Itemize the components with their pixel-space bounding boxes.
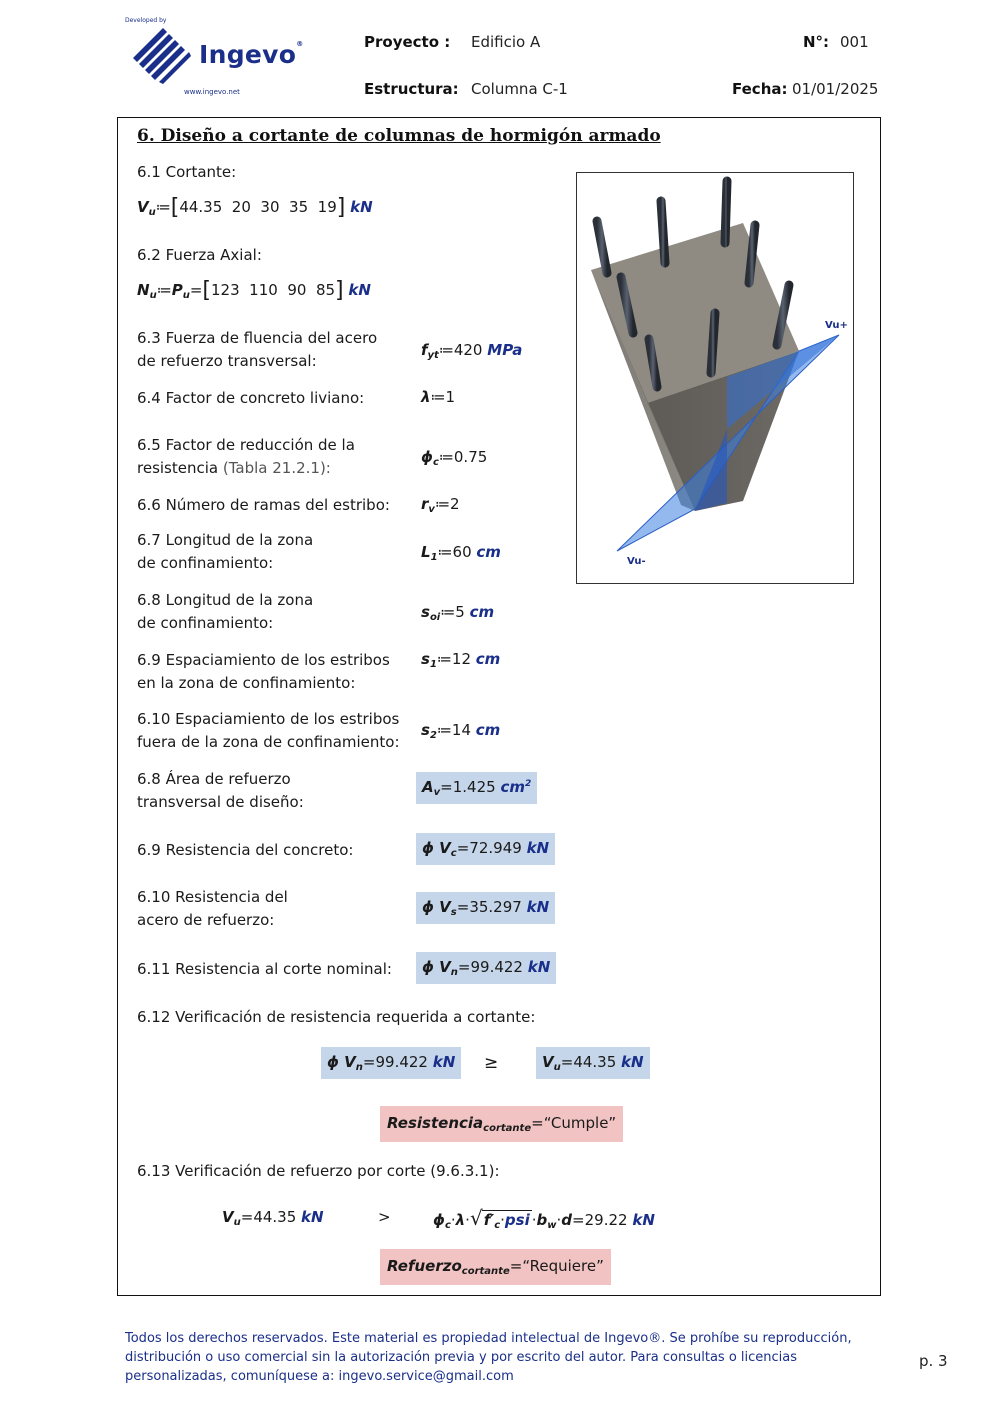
proyecto-value: Edificio A (471, 33, 541, 51)
logo-name: Ingevo® (199, 40, 304, 69)
result-phi-vn: ϕ $V_n=99.422$ kN (416, 952, 556, 984)
label-6-5: 6.5 Factor de reducción de la resistencia (Tabla 21.2.1): (137, 436, 355, 477)
page-number: p. 3 (919, 1352, 948, 1370)
section-title: 6. Diseño a cortante de columnas de hormigón armado (137, 126, 661, 146)
numero-label: N°: (803, 33, 830, 51)
label-6-10-acero: 6.10 Resistencia del acero de refuerzo: (137, 888, 288, 929)
eq-nu-vector: $N_u≔P_u=[123$ 110 90 85] kN (137, 278, 371, 303)
fecha-label: Fecha: (732, 80, 788, 98)
eq-l1: $L_1≔60$ cm (421, 543, 501, 563)
developed-by-text: Developed by (125, 17, 167, 24)
eq-s1: $s_1≔12$ cm (421, 650, 501, 670)
eq-lambda: λ≔1 (421, 388, 456, 406)
copyright-footer: Todos los derechos reservados. Este material es propiedad intelectual de Ingevo®. Se prohíbe su reproducción, distribución o uso comercial sin la autorización previa y por escrito del autor. Para consultas o licencias personalizadas, comuníquese a: ingevo.service@gmail.com (125, 1331, 852, 1384)
label-6-11: 6.11 Resistencia al corte nominal: (137, 960, 392, 978)
label-6-12: 6.12 Verificación de resistencia requerida a cortante: (137, 1008, 536, 1026)
label-6-8-area: 6.8 Área de refuerzo transversal de diseño: (137, 770, 304, 811)
label-6-2: 6.2 Fuerza Axial: (137, 246, 262, 264)
column-illustration (577, 173, 853, 583)
column-figure (576, 172, 854, 584)
label-6-3: 6.3 Fuerza de fluencia del acero de refuerzo transversal: (137, 329, 378, 370)
fecha-value: 01/01/2025 (792, 80, 879, 98)
check-phi-vn: ϕ $V_n=99.422$ kN (321, 1047, 461, 1079)
result-refuerzo-cortante: Refuerzo$_{cortante}$=“Requiere” (380, 1249, 611, 1285)
numero-value: 001 (840, 33, 869, 51)
proyecto-label: Proyecto : (364, 33, 451, 51)
label-6-4: 6.4 Factor de concreto liviano: (137, 389, 365, 407)
label-6-1: 6.1 Cortante: (137, 163, 237, 181)
eq-soi: $s_{oi}≔5$ cm (421, 603, 495, 623)
label-6-9: 6.9 Espaciamiento de los estribos en la zona de confinamiento: (137, 651, 390, 692)
eq-phi-c: $\phi_c≔0.75$ (421, 448, 488, 468)
check2-min-shear: $\phi_c\cdot\lambda\cdot√f'_c\cdot psi \cdot b_w\cdot d=29.22$ kN (433, 1206, 655, 1231)
check-vu: $V_u=44.35$ kN (536, 1047, 650, 1079)
check2-vu: $V_u=44.35$ kN (222, 1208, 324, 1228)
eq-fyt: $f_{yt}≔420$ MPa (421, 341, 523, 361)
label-6-9-concreto: 6.9 Resistencia del concreto: (137, 841, 354, 859)
eq-s2: $s_2≔14$ cm (421, 721, 501, 741)
logo-url[interactable]: www.ingevo.net (184, 88, 240, 96)
ingevo-logo-icon (133, 28, 193, 84)
result-phi-vs: ϕ $V_s=35.297$ kN (416, 892, 555, 924)
vu-minus-label: Vu- (627, 556, 646, 567)
vu-plus-label: Vu+ (825, 320, 848, 331)
result-av: $A_v=1.425$ $cm^2$ (416, 772, 537, 804)
ge-symbol: ≥ (484, 1053, 499, 1073)
label-6-6: 6.6 Número de ramas del estribo: (137, 496, 390, 514)
label-6-7: 6.7 Longitud de la zona de confinamiento: (137, 531, 314, 572)
eq-vu-vector: $V_u≔[44.35$ 20 30 35 19] kN (137, 195, 373, 220)
estructura-value: Columna C-1 (471, 80, 568, 98)
gt-symbol: > (378, 1208, 391, 1226)
eq-rv: $r_v≔2$ (421, 495, 460, 515)
label-6-13: 6.13 Verificación de refuerzo por corte (9.6.3.1): (137, 1162, 500, 1180)
result-phi-vc: ϕ $V_c=72.949$ kN (416, 833, 555, 865)
result-resistencia-cortante: Resistencia$_{cortante}$=“Cumple” (380, 1106, 623, 1142)
label-6-8: 6.8 Longitud de la zona de confinamiento: (137, 591, 314, 632)
estructura-label: Estructura: (364, 80, 459, 98)
label-6-10: 6.10 Espaciamiento de los estribos fuera de la zona de confinamiento: (137, 710, 400, 751)
